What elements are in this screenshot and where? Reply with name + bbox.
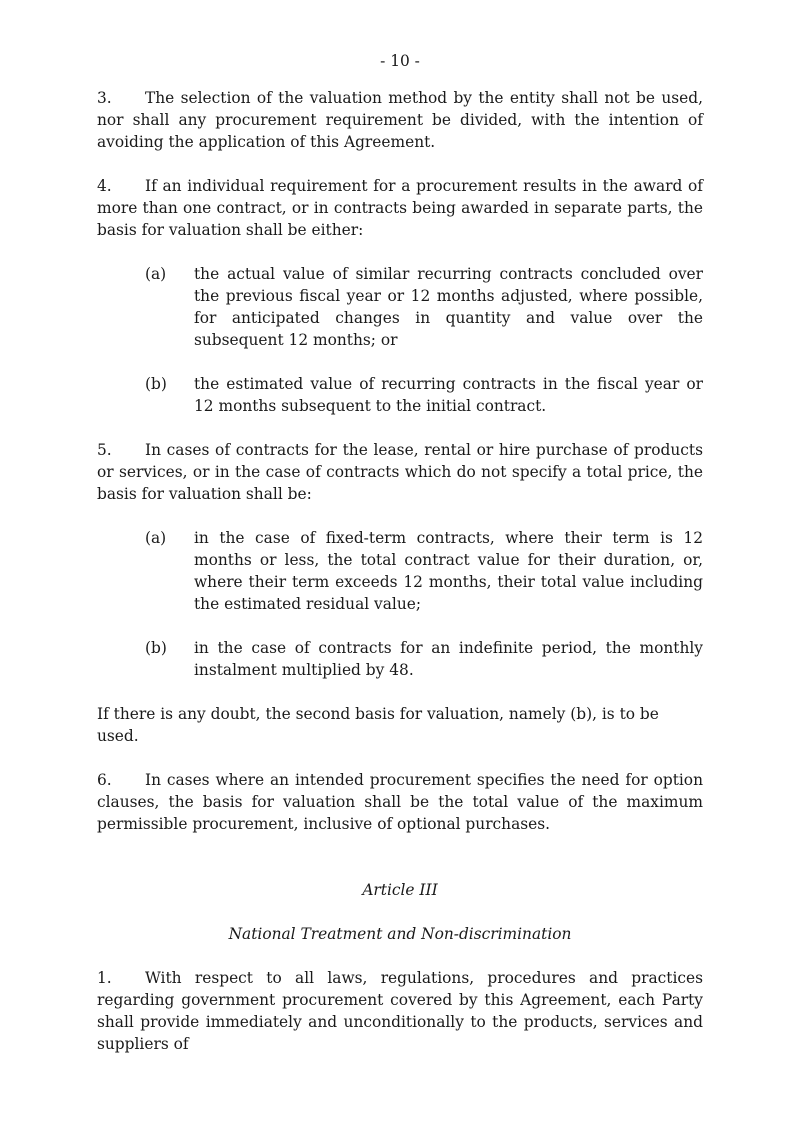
item-text: in the case of fixed-term contracts, where their term is 12 months or less, the total contract value for their duration, or, where their term exceeds 12 months, their total value including the estimated residual value; bbox=[194, 529, 703, 613]
article-subtitle: National Treatment and Non-discrimination bbox=[228, 925, 572, 943]
doubt-paragraph: If there is any doubt, the second basis for valuation, namely (b), is to be used. bbox=[97, 705, 659, 745]
paragraph-number: 3. bbox=[97, 89, 112, 107]
paragraph-5 bbox=[97, 439, 703, 505]
paragraph-text: With respect to all laws, regulations, procedures and practices regarding government procurement covered by this Agreement, each Party shall provide immediately and unconditionally to the products, services and suppliers of bbox=[97, 969, 703, 1053]
paragraph-text: In cases where an intended procurement specifies the need for option clauses, the basis for valuation shall be the total value of the maximum permissible procurement, inclusive of optional purchases. bbox=[97, 771, 703, 833]
paragraph-number: 6. bbox=[97, 771, 112, 789]
item-label: (a) bbox=[145, 265, 167, 283]
paragraph-4 bbox=[97, 175, 703, 241]
document-body bbox=[97, 87, 703, 1077]
item-label: (b) bbox=[145, 375, 167, 393]
article-paragraph-1 bbox=[97, 967, 703, 1055]
paragraph-text: In cases of contracts for the lease, rental or hire purchase of products or services, or in the case of contracts which do not specify a total price, the basis for valuation shall be: bbox=[97, 441, 703, 503]
paragraph-3 bbox=[97, 87, 703, 153]
list-item-5b bbox=[97, 637, 703, 681]
item-text: the actual value of similar recurring contracts concluded over the previous fiscal year or 12 months adjusted, where possible, for anticipated changes in quantity and value over the subsequent 12 months; or bbox=[194, 265, 703, 349]
list-item-4a bbox=[97, 263, 703, 351]
paragraph-6 bbox=[97, 769, 703, 835]
item-text: in the case of contracts for an indefinite period, the monthly instalment multiplied by 48. bbox=[194, 639, 703, 679]
page-number: - 10 - bbox=[380, 52, 420, 70]
paragraph-text: The selection of the valuation method by the entity shall not be used, nor shall any procurement requirement be divided, with the intention of avoiding the application of this Agreement. bbox=[97, 89, 703, 151]
list-item-5a bbox=[97, 527, 703, 615]
paragraph-number: 1. bbox=[97, 969, 112, 987]
list-item-4b bbox=[97, 373, 703, 417]
item-text: the estimated value of recurring contracts in the fiscal year or 12 months subsequent to the initial contract. bbox=[194, 375, 703, 415]
article-title: Article III bbox=[362, 881, 438, 899]
paragraph-number: 4. bbox=[97, 177, 112, 195]
item-label: (b) bbox=[145, 639, 167, 657]
paragraph-text: If an individual requirement for a procurement results in the award of more than one contract, or in contracts being awarded in separate parts, the basis for valuation shall be either: bbox=[97, 177, 703, 239]
paragraph-number: 5. bbox=[97, 441, 112, 459]
item-label: (a) bbox=[145, 529, 167, 547]
